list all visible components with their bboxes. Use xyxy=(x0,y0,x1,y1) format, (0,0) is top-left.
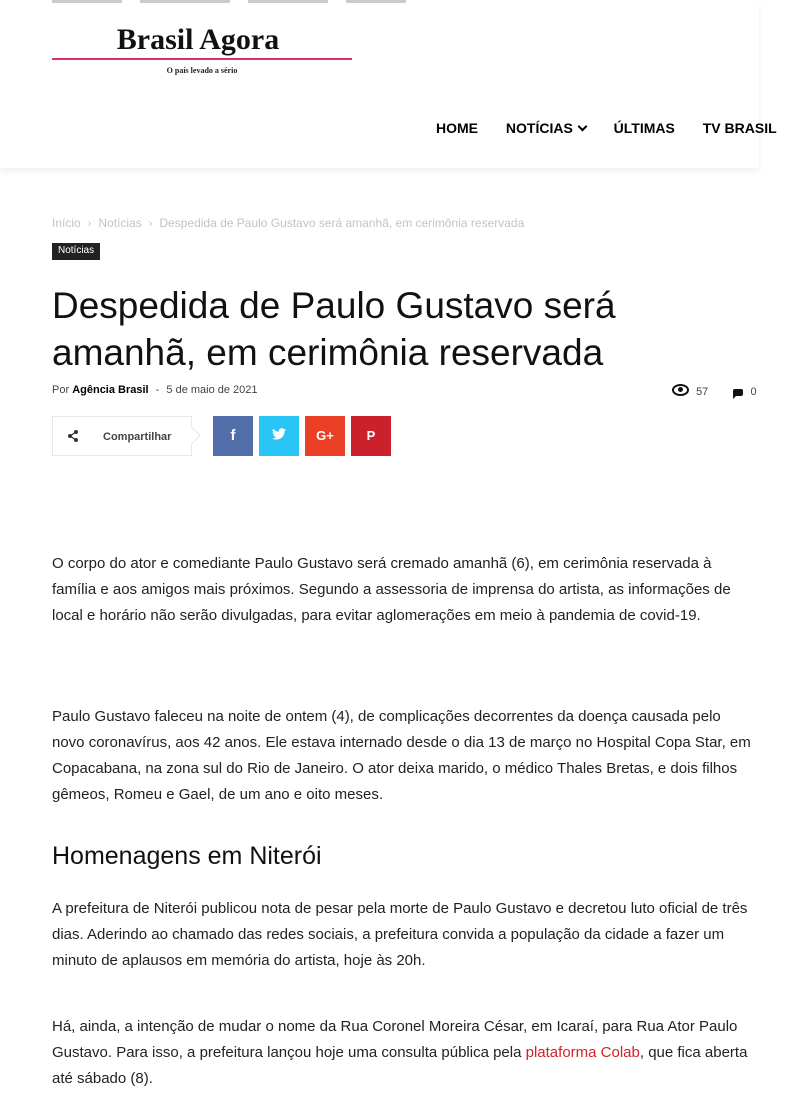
category-badge[interactable]: Notícias xyxy=(52,243,100,260)
views-count: 57 xyxy=(696,386,709,398)
googleplus-share-button[interactable] xyxy=(305,416,345,456)
by-label: Por xyxy=(52,384,70,396)
share-label: Compartilhar xyxy=(103,431,172,443)
breadcrumb-category[interactable]: Notícias xyxy=(98,216,142,230)
pinterest-share-button[interactable] xyxy=(351,416,391,456)
nav-item-home[interactable] xyxy=(436,120,478,136)
breadcrumb-separator: › xyxy=(148,218,153,230)
nav-label: TV BRASIL xyxy=(702,120,777,136)
nav-label: HOME xyxy=(436,120,478,136)
site-header xyxy=(0,0,777,168)
comments-count[interactable]: 0 xyxy=(750,386,757,398)
nav-item-ultimas[interactable] xyxy=(614,120,675,136)
breadcrumb-current: Despedida de Paulo Gustavo será amanhã, em cerimônia reservada xyxy=(159,216,525,230)
breadcrumb-home[interactable]: Início xyxy=(52,216,81,230)
nav-label: ÚLTIMAS xyxy=(613,120,675,136)
nav-item-tv-brasil[interactable] xyxy=(703,120,777,136)
article-paragraph xyxy=(52,1014,752,1092)
article-paragraph: Paulo Gustavo faleceu na noite de ontem (4), de complicações decorrentes da doença causada pelo novo coronavírus, aos 42 anos. Ele estava internado desde o dia 13 de março no Hospital Copa Star, em Copacabana, na zona sul do Rio de Janeiro. O ator deixa marido, o médico Thales Bretas, e dois filhos gêmeos, Romeu e Gael, de um ano e oito meses. xyxy=(52,708,751,803)
main-nav xyxy=(436,120,801,136)
nav-label: NOTÍCIAS xyxy=(505,120,573,136)
article-meta xyxy=(52,384,258,396)
facebook-icon: f xyxy=(230,427,236,444)
breadcrumb xyxy=(52,216,524,230)
breadcrumb-separator: › xyxy=(87,218,92,230)
share-icon xyxy=(67,430,79,445)
top-bar-cropped xyxy=(52,0,482,4)
paragraph-text: , que fica aberta até sábado (8). xyxy=(52,1044,748,1087)
author-link[interactable]: Agência Brasil xyxy=(72,384,149,396)
eye-icon xyxy=(672,384,689,396)
logo-title: Brasil Agora xyxy=(116,23,280,56)
nav-item-noticias[interactable] xyxy=(506,120,586,136)
colab-link[interactable]: plataforma Colab xyxy=(525,1044,640,1061)
comment-icon[interactable] xyxy=(733,389,743,396)
publish-date: 5 de maio de 2021 xyxy=(166,384,258,396)
article-title: Despedida de Paulo Gustavo será amanhã, em cerimônia reservada xyxy=(52,285,616,373)
logo-tagline: O país levado a sério xyxy=(166,66,238,75)
article-stats xyxy=(672,384,757,398)
googleplus-icon: G+ xyxy=(316,428,334,443)
article-subheading: Homenagens em Niterói xyxy=(52,842,322,870)
paragraph-text: Há, ainda, a intenção de mudar o nome da Rua Coronel Moreira César, em Icaraí, para Rua Ator Paulo Gustavo. Para isso, a prefeitura lançou hoje uma consulta pública pela xyxy=(52,1018,738,1061)
article-paragraph: A prefeitura de Niterói publicou nota de pesar pela morte de Paulo Gustavo e decretou luto oficial de três dias. Aderindo ao chamado das redes sociais, a prefeitura convida a população da cidade a fazer um minuto de aplausos em memória do artista, hoje às 20h. xyxy=(52,900,748,969)
chevron-down-icon xyxy=(577,122,587,132)
pinterest-icon: P xyxy=(366,428,376,443)
twitter-share-button[interactable] xyxy=(259,416,299,456)
meta-separator: - xyxy=(155,384,160,396)
share-toggle[interactable] xyxy=(52,416,192,456)
logo-underline xyxy=(52,58,352,60)
site-logo[interactable] xyxy=(52,22,352,75)
facebook-share-button[interactable] xyxy=(213,416,253,456)
article-paragraph: O corpo do ator e comediante Paulo Gustavo será cremado amanhã (6), em cerimônia reservada à família e aos amigos mais próximos. Segundo a assessoria de imprensa do artista, as informações de local e horário não serão divulgadas, para evitar aglomerações em meio à pandemia de covid-19. xyxy=(52,555,731,624)
twitter-icon xyxy=(272,427,286,444)
